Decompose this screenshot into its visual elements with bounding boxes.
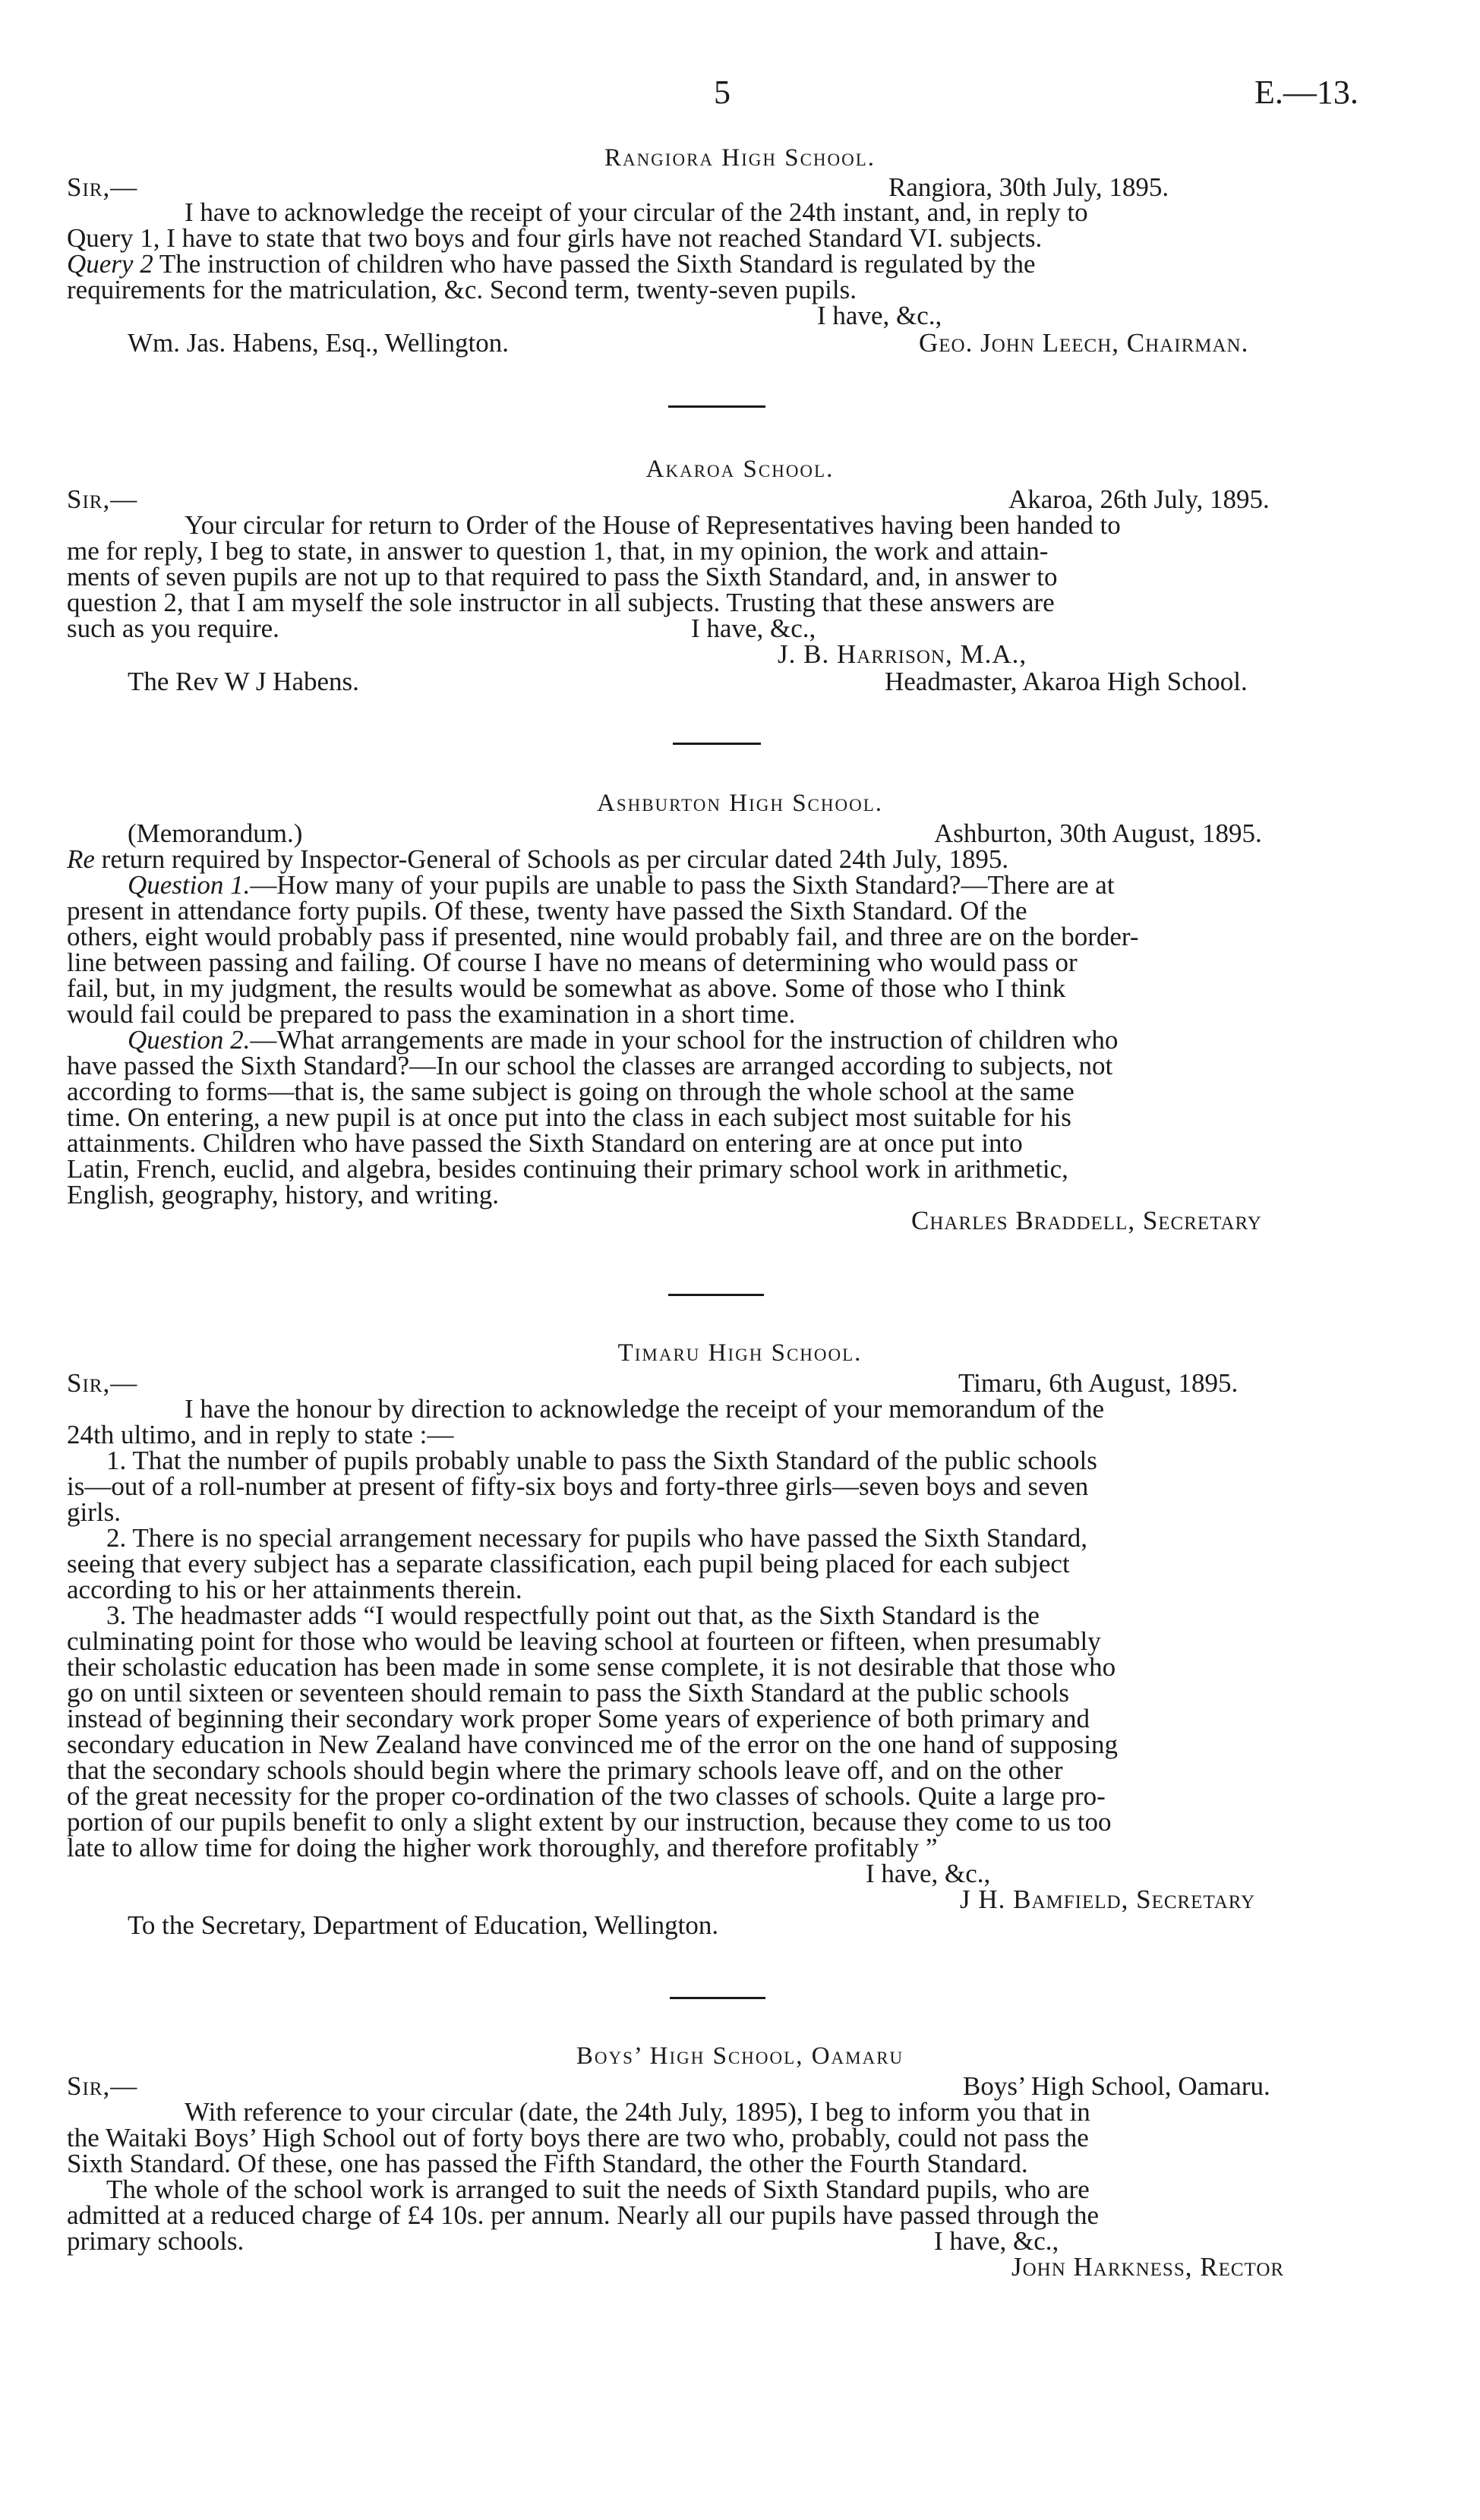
body-line: time. On entering, a new pupil is at once put into the class in each subject most suitable for his xyxy=(67,1102,1071,1132)
body-line: requirements for the matriculation, &c. Second term, twenty-seven pupils. xyxy=(67,275,857,304)
closing: I have, &c., xyxy=(934,2226,1059,2256)
section-divider xyxy=(670,1997,765,1999)
letter-title-oamaru: Boys’ High School, Oamaru xyxy=(576,2042,904,2070)
body-line: 2. There is no special arrangement necessary for pupils who have passed the Sixth Standard, xyxy=(106,1523,1088,1553)
signature: J. B. Harrison, M.A., xyxy=(778,639,1027,669)
body-line: The whole of the school work is arranged to suit the needs of Sixth Standard pupils, who are xyxy=(106,2175,1090,2204)
body-line: Sixth Standard. Of these, one has passed the Fifth Standard, the other the Fourth Standard. xyxy=(67,2149,1028,2178)
addressee: To the Secretary, Department of Education, Wellington. xyxy=(128,1910,719,1940)
body-line: I have to acknowledge the receipt of your circular of the 24th instant, and, in reply to xyxy=(185,197,1088,227)
body-line: question 2, that I am myself the sole instructor in all subjects. Trusting that these answers are xyxy=(67,588,1055,617)
body-line: girls. xyxy=(67,1497,121,1527)
body-line: fail, but, in my judgment, the results would be somewhat as above. Some of those who I think xyxy=(67,973,1066,1003)
body-line: present in attendance forty pupils. Of these, twenty have passed the Sixth Standard. Of the xyxy=(67,896,1027,926)
body-line: English, geography, history, and writing. xyxy=(67,1180,499,1210)
body-line: Your circular for return to Order of the House of Representatives having been handed to xyxy=(185,510,1121,540)
body-line: would fail could be prepared to pass the examination in a short time. xyxy=(67,999,796,1029)
place-date: Boys’ High School, Oamaru. xyxy=(963,2071,1270,2101)
salutation: Sir,— xyxy=(67,484,138,514)
signature: Charles Braddell, Secretary xyxy=(911,1206,1262,1235)
memo-label: (Memorandum.) xyxy=(128,818,303,848)
body-line: 3. The headmaster adds “I would respectfully point out that, as the Sixth Standard is the xyxy=(106,1601,1040,1630)
page-number: 5 xyxy=(714,74,731,111)
body-line: me for reply, I beg to state, in answer to question 1, that, in my opinion, the work and attain- xyxy=(67,536,1049,566)
body-line: Question 1.—How many of your pupils are unable to pass the Sixth Standard?—There are at xyxy=(128,870,1115,900)
body-line: Query 2 The instruction of children who have passed the Sixth Standard is regulated by the xyxy=(67,249,1036,279)
body-line: line between passing and failing. Of course I have no means of determining who would pass or xyxy=(67,948,1078,977)
section-divider xyxy=(673,743,761,745)
body-line: seeing that every subject has a separate classification, each pupil being placed for each subject xyxy=(67,1549,1070,1579)
body-line: the Waitaki Boys’ High School out of forty boys there are two who, probably, could not pass the xyxy=(67,2123,1089,2153)
place-date: Akaroa, 26th July, 1895. xyxy=(1008,484,1270,514)
body-line: Latin, French, euclid, and algebra, besides continuing their primary school work in arithmetic, xyxy=(67,1154,1068,1184)
document-reference: E.—13. xyxy=(1254,74,1359,111)
body-line: attainments. Children who have passed the Sixth Standard on entering are at once put into xyxy=(67,1128,1023,1158)
body-line: Question 2.—What arrangements are made in your school for the instruction of children who xyxy=(128,1025,1119,1055)
body-line: secondary education in New Zealand have convinced me of the error on the one hand of supposing xyxy=(67,1730,1118,1759)
salutation: Sir,— xyxy=(67,1368,138,1398)
body-line: portion of our pupils benefit to only a slight extent by our instruction, because they come to us too xyxy=(67,1807,1112,1837)
body-line: 1. That the number of pupils probably unable to pass the Sixth Standard of the public schools xyxy=(106,1446,1097,1475)
letter-title-timaru: Timaru High School. xyxy=(617,1339,863,1367)
body-line: of the great necessity for the proper co-ordination of the two classes of schools. Quite a large pro- xyxy=(67,1781,1106,1811)
addressee: Wm. Jas. Habens, Esq., Wellington. xyxy=(128,328,510,358)
body-line: others, eight would probably pass if presented, nine would probably fail, and three are on the border- xyxy=(67,922,1139,951)
body-line: Query 1, I have to state that two boys and four girls have not reached Standard VI. subjects. xyxy=(67,223,1043,253)
closing: I have, &c., xyxy=(691,613,816,643)
body-line: instead of beginning their secondary work proper Some years of experience of both primary and xyxy=(67,1704,1090,1733)
salutation: Sir,— xyxy=(67,2071,138,2101)
body-line: culminating point for those who would be leaving school at fourteen or fifteen, when presumably xyxy=(67,1626,1101,1656)
body-line: go on until sixteen or seventeen should remain to pass the Sixth Standard at the public schools xyxy=(67,1678,1070,1708)
section-divider xyxy=(668,405,765,408)
body-line: is—out of a roll-number at present of fifty-six boys and forty-three girls—seven boys and seven xyxy=(67,1471,1089,1501)
signature: Geo. John Leech, Chairman. xyxy=(919,328,1249,358)
letter-title-akaroa: Akaroa School. xyxy=(645,456,835,483)
place-date: Rangiora, 30th July, 1895. xyxy=(888,172,1169,202)
signature: John Harkness, Rector xyxy=(1011,2252,1285,2282)
body-line: their scholastic education has been made in some sense complete, it is not desirable that those who xyxy=(67,1652,1116,1682)
signature-title: Headmaster, Akaroa High School. xyxy=(885,667,1248,696)
body-line: ments of seven pupils are not up to that required to pass the Sixth Standard, and, in answer to xyxy=(67,562,1058,591)
place-date: Ashburton, 30th August, 1895. xyxy=(934,818,1262,848)
body-line: 24th ultimo, and in reply to state :— xyxy=(67,1420,454,1449)
addressee: The Rev W J Habens. xyxy=(128,667,359,696)
letter-title-rangiora: Rangiora High School. xyxy=(604,144,876,172)
body-line: that the secondary schools should begin where the primary schools leave off, and on the other xyxy=(67,1755,1063,1785)
body-line: according to forms—that is, the same subject is going on through the whole school at the same xyxy=(67,1077,1074,1106)
place-date: Timaru, 6th August, 1895. xyxy=(958,1368,1239,1398)
body-line: late to allow time for doing the higher work thoroughly, and therefore profitably ” xyxy=(67,1833,938,1862)
body-line: primary schools. xyxy=(67,2226,245,2256)
body-line: have passed the Sixth Standard?—In our school the classes are arranged according to subjects, not xyxy=(67,1051,1113,1080)
body-line: such as you require. xyxy=(67,613,279,643)
body-line: Re return required by Inspector-General of Schools as per circular dated 24th July, 1895. xyxy=(67,844,1009,874)
body-line: With reference to your circular (date, the 24th July, 1895), I beg to inform you that in xyxy=(185,2097,1090,2127)
closing: I have, &c., xyxy=(817,301,942,330)
closing: I have, &c., xyxy=(866,1859,991,1888)
body-line: according to his or her attainments therein. xyxy=(67,1575,522,1604)
body-line: admitted at a reduced charge of £4 10s. per annum. Nearly all our pupils have passed through the xyxy=(67,2200,1100,2230)
signature: J H. Bamfield, Secretary xyxy=(960,1884,1256,1914)
letter-title-ashburton: Ashburton High School. xyxy=(596,790,884,817)
body-line: I have the honour by direction to acknowledge the receipt of your memorandum of the xyxy=(185,1394,1104,1424)
salutation: Sir,— xyxy=(67,172,138,202)
section-divider xyxy=(668,1294,764,1296)
